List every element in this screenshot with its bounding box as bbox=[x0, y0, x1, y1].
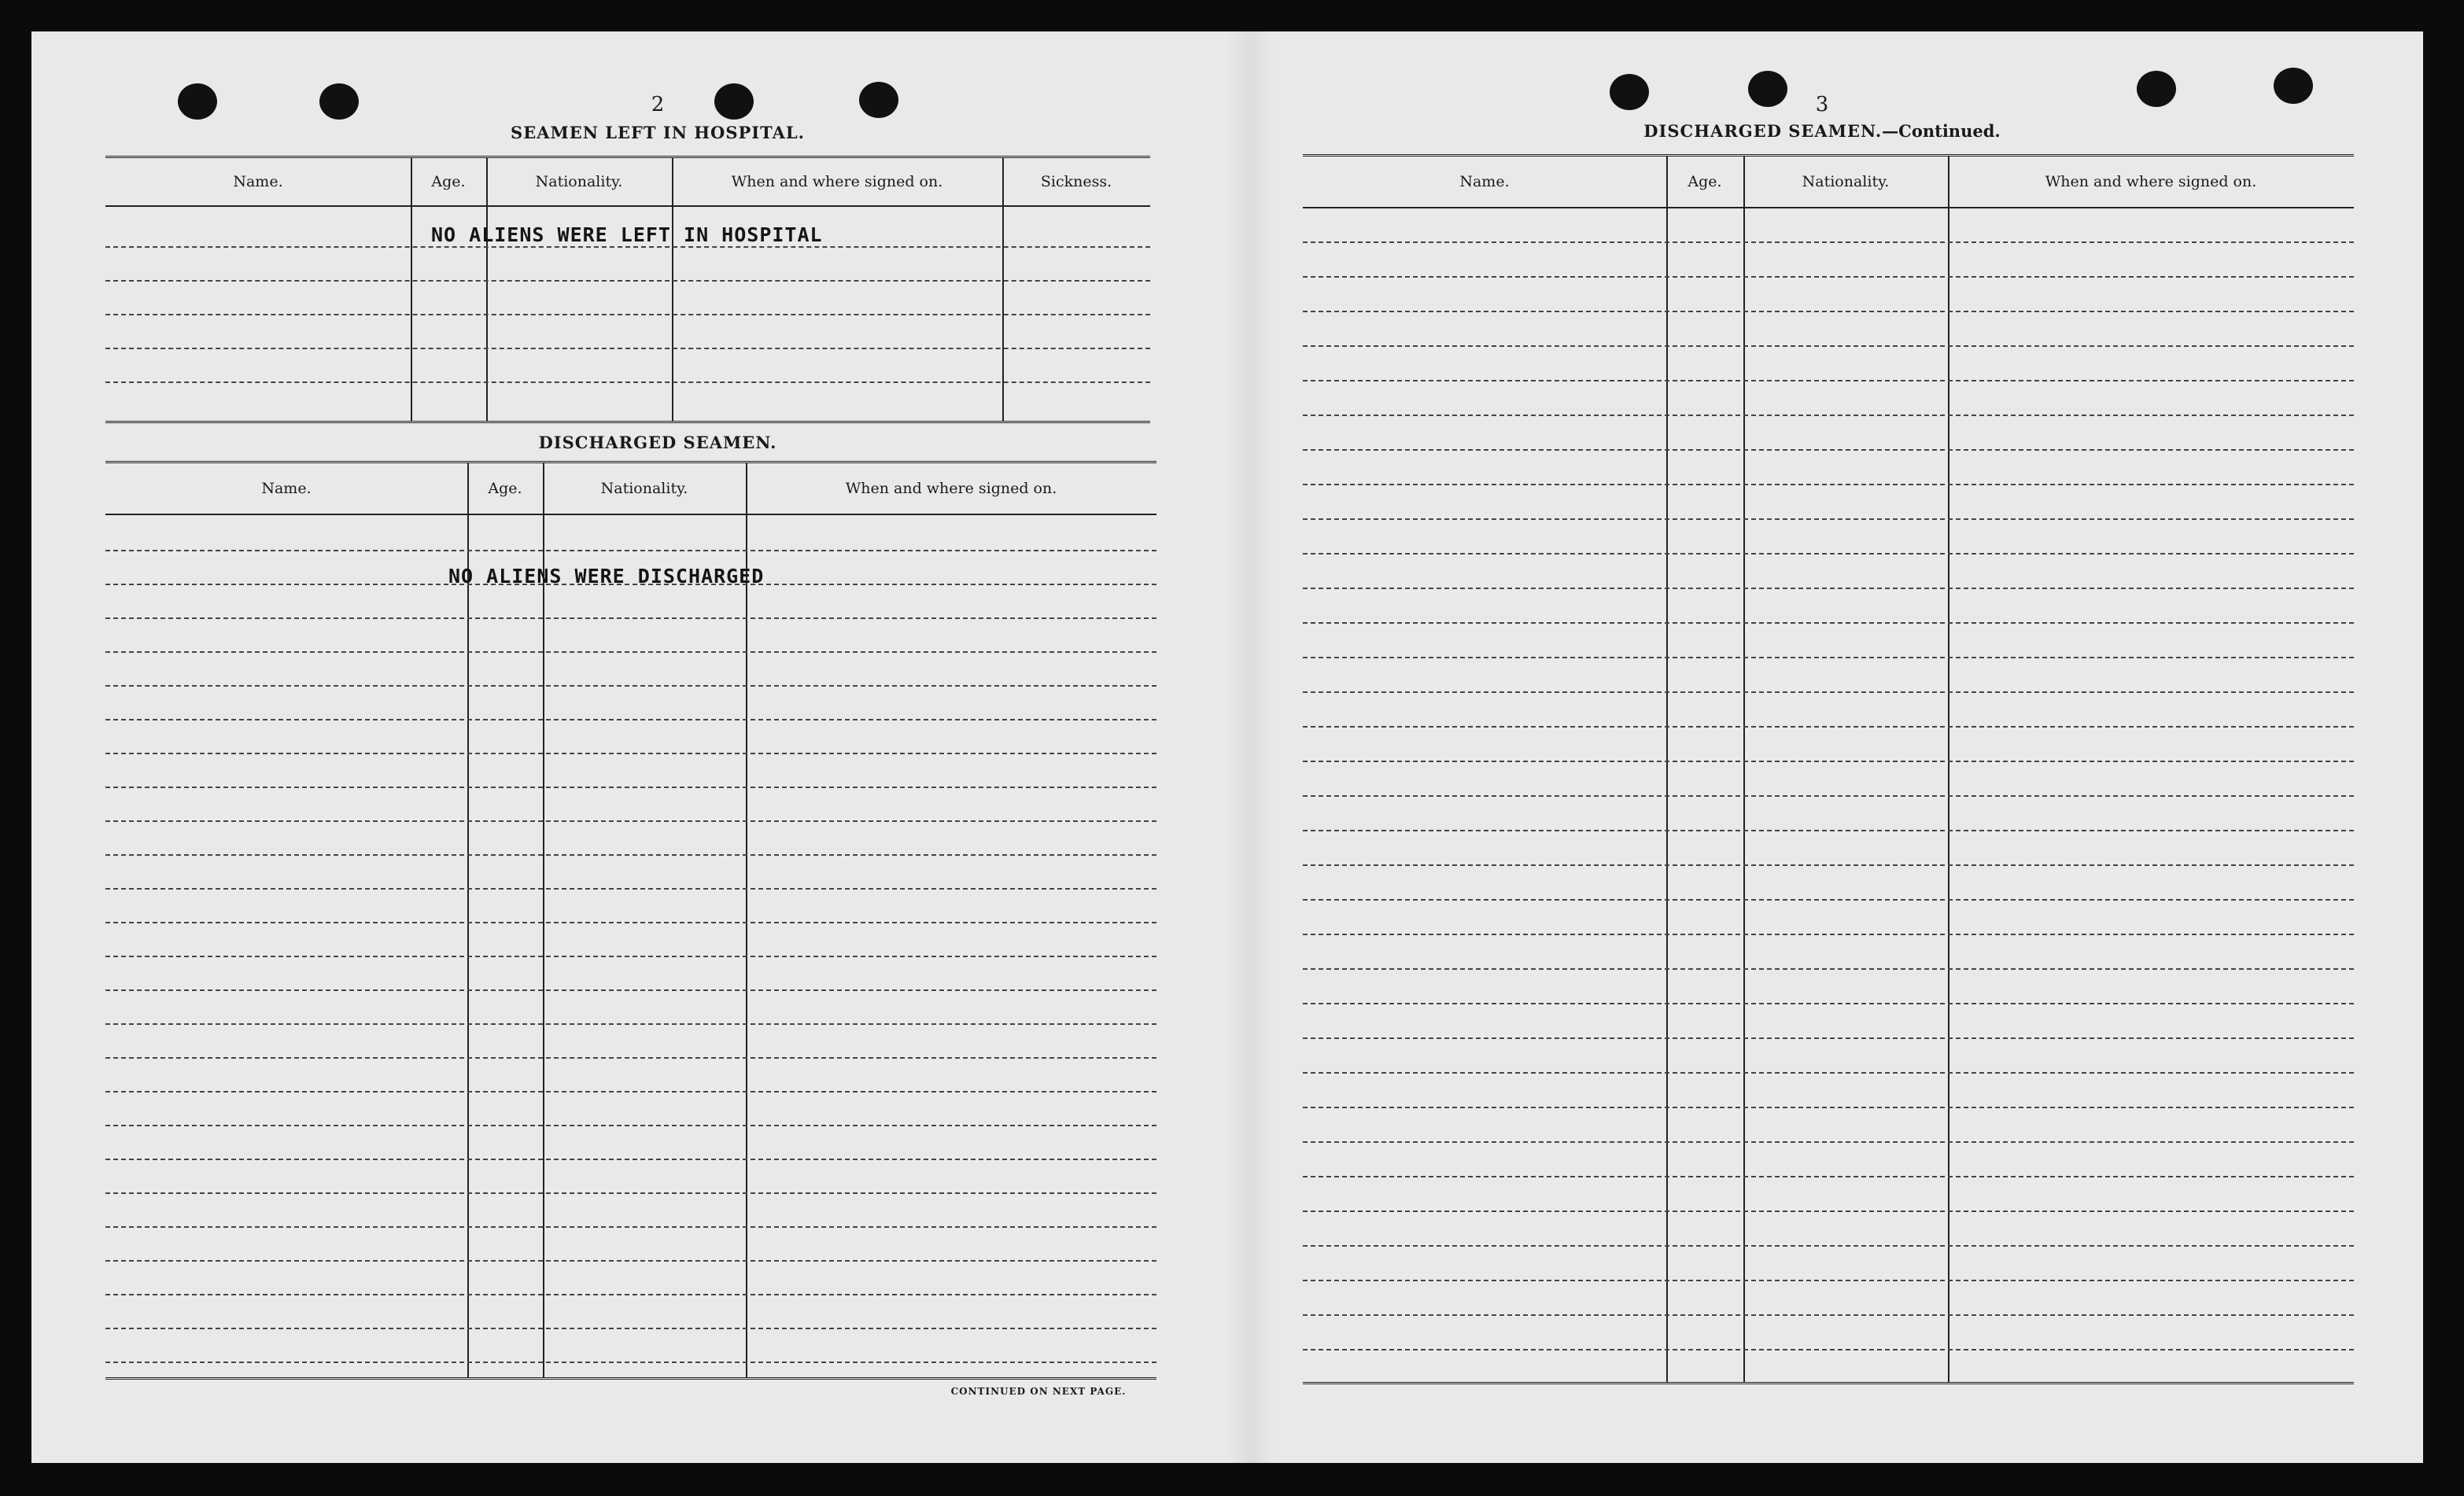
table-row bbox=[105, 1091, 1156, 1093]
punch-hole bbox=[2274, 68, 2313, 104]
table-row bbox=[105, 922, 1156, 923]
punch-hole bbox=[1610, 74, 1649, 110]
col-nationality: Nationality. bbox=[600, 480, 688, 497]
col-signed-on: When and where signed on. bbox=[2045, 173, 2257, 190]
table-row bbox=[1303, 1003, 2354, 1004]
col-age: Age. bbox=[431, 173, 466, 190]
page-number-right: 3 bbox=[1815, 93, 1829, 116]
table-row bbox=[105, 1294, 1156, 1295]
table-row bbox=[1303, 311, 2354, 312]
table-row bbox=[105, 1260, 1156, 1262]
punch-hole bbox=[859, 82, 898, 118]
table-row bbox=[105, 1226, 1156, 1228]
page-number-left: 2 bbox=[651, 93, 665, 116]
table-row bbox=[1303, 276, 2354, 278]
table-row bbox=[1303, 380, 2354, 381]
table-row bbox=[105, 348, 1150, 349]
table-row bbox=[105, 1159, 1156, 1160]
table-row bbox=[1303, 1314, 2354, 1316]
table-row bbox=[105, 1328, 1156, 1329]
table-row bbox=[1303, 726, 2354, 728]
column-divider bbox=[1948, 157, 1949, 1382]
column-divider bbox=[1743, 157, 1745, 1382]
table-row bbox=[105, 888, 1156, 890]
table-row bbox=[1303, 588, 2354, 589]
table-row bbox=[105, 787, 1156, 788]
discharged-table bbox=[105, 461, 1156, 1380]
table-row bbox=[105, 719, 1156, 720]
table-row bbox=[105, 1192, 1156, 1194]
table-row bbox=[105, 1125, 1156, 1126]
table-row bbox=[105, 1023, 1156, 1025]
col-signed-on: When and where signed on. bbox=[845, 480, 1057, 497]
discharged-continued-title bbox=[1602, 121, 2042, 141]
table-row bbox=[1303, 1349, 2354, 1350]
table-row bbox=[105, 550, 1156, 551]
table-row bbox=[1303, 657, 2354, 658]
discharged-continued-table bbox=[1303, 154, 2354, 1384]
table-row bbox=[1303, 345, 2354, 347]
column-divider bbox=[746, 463, 747, 1377]
col-name: Name. bbox=[1459, 173, 1510, 190]
table-row bbox=[1303, 864, 2354, 866]
discharged-table-header bbox=[105, 463, 1156, 515]
col-sickness: Sickness. bbox=[1040, 173, 1112, 190]
table-row bbox=[1303, 484, 2354, 485]
table-row bbox=[1303, 622, 2354, 624]
col-name: Name. bbox=[233, 173, 283, 190]
table-row bbox=[105, 280, 1150, 282]
page-fold bbox=[1227, 31, 1274, 1463]
table-row bbox=[1303, 830, 2354, 831]
table-row bbox=[1303, 553, 2354, 555]
col-age: Age. bbox=[1688, 173, 1722, 190]
punch-hole bbox=[2137, 71, 2176, 107]
col-signed-on: When and where signed on. bbox=[731, 173, 943, 190]
table-row bbox=[1303, 1141, 2354, 1143]
table-row bbox=[105, 753, 1156, 754]
punch-hole bbox=[178, 83, 217, 120]
table-row bbox=[1303, 691, 2354, 693]
discharged-stamp: NO ALIENS WERE DISCHARGED bbox=[448, 565, 765, 588]
table-row bbox=[1303, 1176, 2354, 1177]
table-row bbox=[105, 956, 1156, 957]
hospital-stamp: NO ALIENS WERE LEFT IN HOSPITAL bbox=[431, 223, 823, 246]
table-row bbox=[1303, 1245, 2354, 1247]
table-row bbox=[1303, 1072, 2354, 1074]
column-divider bbox=[543, 463, 544, 1377]
continued-suffix: —Continued. bbox=[1882, 121, 2001, 141]
table-row bbox=[1303, 1210, 2354, 1212]
discharged-title: DISCHARGED SEAMEN. bbox=[538, 433, 777, 452]
col-name: Name. bbox=[261, 480, 312, 497]
table-row bbox=[1303, 1280, 2354, 1281]
discharged-continued-table-header bbox=[1303, 157, 2354, 208]
table-row bbox=[105, 651, 1156, 653]
table-row bbox=[1303, 449, 2354, 451]
hospital-table bbox=[105, 156, 1150, 423]
table-row bbox=[105, 617, 1156, 619]
discharged-continued-title-text: DISCHARGED SEAMEN. bbox=[1643, 121, 1883, 141]
table-row bbox=[1303, 899, 2354, 901]
col-age: Age. bbox=[488, 480, 522, 497]
table-row bbox=[105, 989, 1156, 991]
col-nationality: Nationality. bbox=[535, 173, 623, 190]
punch-hole bbox=[714, 83, 754, 120]
hospital-title: SEAMEN LEFT IN HOSPITAL. bbox=[511, 123, 805, 142]
table-row bbox=[105, 381, 1150, 383]
table-row bbox=[1303, 1107, 2354, 1108]
table-row bbox=[105, 685, 1156, 687]
table-row bbox=[1303, 934, 2354, 935]
continued-note: CONTINUED ON NEXT PAGE. bbox=[950, 1386, 1127, 1397]
table-row bbox=[1303, 415, 2354, 416]
ledger-sheet bbox=[31, 31, 2423, 1463]
punch-hole bbox=[319, 83, 359, 120]
table-row bbox=[105, 246, 1150, 248]
table-row bbox=[1303, 241, 2354, 243]
table-row bbox=[1303, 518, 2354, 520]
col-nationality: Nationality. bbox=[1802, 173, 1890, 190]
table-row bbox=[105, 820, 1156, 822]
hospital-table-header bbox=[105, 158, 1150, 207]
table-row bbox=[105, 854, 1156, 856]
table-row bbox=[1303, 761, 2354, 762]
table-row bbox=[1303, 795, 2354, 797]
table-row bbox=[1303, 968, 2354, 970]
table-row bbox=[105, 1362, 1156, 1363]
table-row bbox=[105, 1057, 1156, 1059]
column-divider bbox=[1666, 157, 1668, 1382]
table-row bbox=[1303, 1037, 2354, 1039]
column-divider bbox=[467, 463, 469, 1377]
table-row bbox=[105, 314, 1150, 315]
